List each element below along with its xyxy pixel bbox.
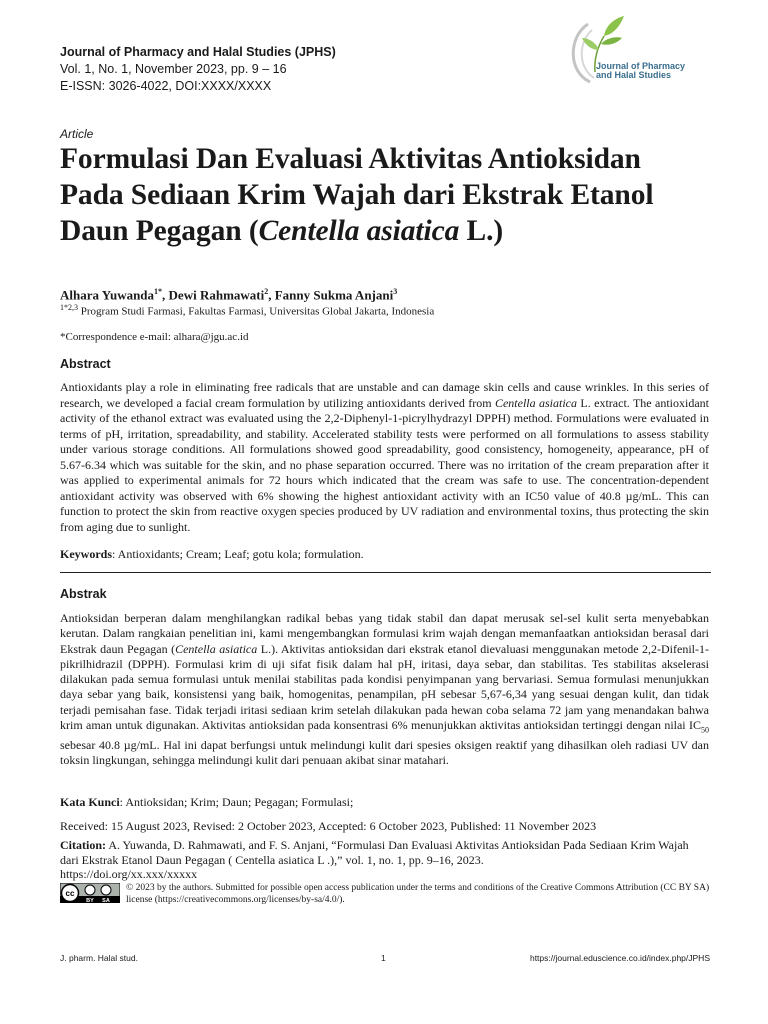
keywords-label: Keywords — [60, 547, 112, 561]
author-name: Dewi Rahmawati — [168, 287, 265, 303]
correspondence: *Correspondence e-mail: alhara@jgu.ac.id — [60, 331, 249, 343]
kata-kunci — [60, 795, 353, 810]
article-label: Article — [60, 127, 94, 141]
abstrak-text: sebesar 40.8 µg/mL. Hal ini dapat berfungsi untuk melindungi kulit dari spesies oksigen reaktif yang dihasilkan oleh radiasi UV dan toksin lingkungan, sehingga melindungi kulit dari penuaan akibat sinar matahari. — [60, 737, 709, 768]
citation-text: A. Yuwanda, D. Rahmawati, and F. S. Anjani, “Formulasi Dan Evaluasi Aktivitas Antioksidan Pada Sediaan Krim Wajah dari Ekstrak Etanol Daun Pegagan ( Centella asiatica L .),” vol. 1, no. 1, pp. 9–16, 2023. — [60, 838, 689, 867]
author-name: Alhara Yuwanda — [60, 287, 155, 303]
abstract-body — [60, 380, 709, 535]
affiliation — [60, 303, 434, 318]
author-sup: 3 — [393, 287, 398, 296]
abstract-italic: Centella asiatica — [494, 395, 578, 410]
abstract-heading: Abstract — [60, 357, 111, 371]
keywords-text: : Antioxidants; Cream; Leaf; gotu kola; formulation. — [112, 547, 364, 561]
leaf-logo-icon — [560, 12, 710, 98]
abstrak-italic: Centella asiatica — [175, 641, 258, 656]
license-text: © 2023 by the authors. Submitted for possible open access publication under the terms and conditions of the Creative Commons Attribution (CC BY SA) license (https://creativecommons.org/licenses/by-sa/4.0/). — [126, 883, 710, 905]
journal-name: Journal of Pharmacy and Halal Studies (JPHS) — [60, 45, 336, 59]
paper-title — [60, 141, 710, 249]
author-separator: , — [162, 287, 169, 303]
author-separator: , — [268, 287, 275, 303]
title-part-1: Formulasi Dan Evaluasi Aktivitas Antioksidan Pada Sediaan Krim Wajah dari Ekstrak Etanol Daun Pegagan ( — [60, 143, 654, 247]
doi-link[interactable]: https://doi.org/xx.xxx/xxxxx — [60, 867, 198, 881]
page-number: 1 — [381, 953, 386, 963]
abstract-text: Antioxidants play a role in eliminating free radicals that are unstable and can damage skin cells and cause wrinkles. In this series of research, we developed a facial cream formulation by utilizing antioxidants derived from — [60, 380, 709, 410]
footer-url[interactable]: https://journal.eduscience.co.id/index.php/JPHS — [529, 953, 710, 963]
affiliation-sup: 1*2,3 — [60, 303, 78, 312]
journal-volume: Vol. 1, No. 1, November 2023, pp. 9 – 16 — [60, 62, 287, 76]
title-part-2: L.) — [459, 215, 504, 247]
title-italic: Centella asiatica — [258, 215, 460, 247]
cc-badge-by: BY — [86, 898, 94, 903]
cc-by-sa-icon — [60, 883, 120, 903]
footer-journal: J. pharm. Halal stud. — [60, 953, 138, 963]
logo-line-2: and Halal Studies — [596, 70, 672, 80]
abstrak-body — [60, 611, 709, 768]
affiliation-text: Program Studi Farmasi, Fakultas Farmasi, Universitas Global Jakarta, Indonesia — [78, 305, 435, 318]
abstrak-text: Antioksidan berperan dalam menghilangkan radikal bebas yang tidak stabil dan dapat merusak sel-sel kulit serta menyebabkan kerutan. Dalam rangkaian penelitian ini, kami mengembangkan formulasi krim wajah dengan memanfaatkan antioksidan berasal dari Ekstrak daun Pegagan ( — [60, 611, 709, 656]
abstrak-sub: 50 — [701, 725, 709, 735]
section-divider — [60, 572, 711, 573]
received-dates: Received: 15 August 2023, Revised: 2 October 2023, Accepted: 6 October 2023, Published: 11 November 2023 — [60, 819, 597, 833]
author-sup: 2 — [264, 287, 269, 296]
logo-line-1: Journal of Pharmacy — [596, 61, 686, 71]
journal-header — [60, 44, 336, 95]
keywords — [60, 547, 364, 562]
abstract-text: L. extract. The antioxidant activity of the ethanol extract was evaluated using the 2,2-Diphenyl-1-picrylhydrazyl DPPH) method. Formulations were evaluated in terms of pH, irritation, spreadability, and stability. Accelerated stability tests were performed on all formulations to assess stability under various storage conditions. All formulations showed good spreadability, good consistency, homogeneity, appearance, pH of 5.67-6.34 which was suitable for the skin, and no phase separation occurred. There was no irritation of the cream preparation after it was applied to experimental animals for 72 hours which indicated that the cream was safe to use. The concentration-dependent antioxidant activity was observed with 6% showing the highest antioxidant activity with an IC50 value of 40.8 µg/mL. This can function to protect the skin from reactive oxygen species produced by UV radiation and environmental toxins, thus protecting the skin from aging due to sunlight. — [60, 395, 710, 534]
author-list — [60, 287, 397, 303]
logo-text — [596, 62, 685, 80]
author-sup: 1* — [154, 287, 163, 296]
kata-kunci-label: Kata Kunci — [60, 795, 120, 809]
citation — [60, 838, 709, 882]
abstrak-heading: Abstrak — [60, 587, 107, 601]
author-name: Fanny Sukma Anjani — [274, 287, 394, 303]
cc-badge-text: cc — [65, 889, 75, 898]
kata-kunci-text: : Antioksidan; Krim; Daun; Pegagan; Formulasi; — [119, 795, 354, 809]
journal-issn: E-ISSN: 3026-4022, DOI:XXXX/XXXX — [60, 79, 272, 93]
abstrak-text: L.). Aktivitas antioksidan dari ekstrak etanol dievaluasi menggunakan metode 2,2-Difenil-1-pikrilhidrazil (DPPH). Formulasi krim di uji sifat fisik dalam hal pH, iritasi, daya sebar, dan stabilitas. Tes stabilitas akselerasi dilakukan pada semua formulasi untuk menilai stabilitas pada kondisi penyimpanan yang bervariasi. Semua formulasi menunjukkan daya sebar yang baik, konsistensi yang baik, homogenitas, penampilan, pH sebesar 5,67-6,34 yang sesuai dengan kulit, dan tidak terjadi pemisahan fase. Tidak terjadi iritasi sediaan krim setelah dilakukan pada hewan coba selama 72 jam yang menandakan bahwa krim aman untuk digunakan. Aktivitas antioksidan pada konsentrasi 6% menunjukkan aktivitas antioksidan tertinggi dengan nilai IC — [60, 641, 709, 733]
citation-label: Citation: — [60, 838, 106, 852]
cc-badge-sa: SA — [102, 898, 110, 903]
